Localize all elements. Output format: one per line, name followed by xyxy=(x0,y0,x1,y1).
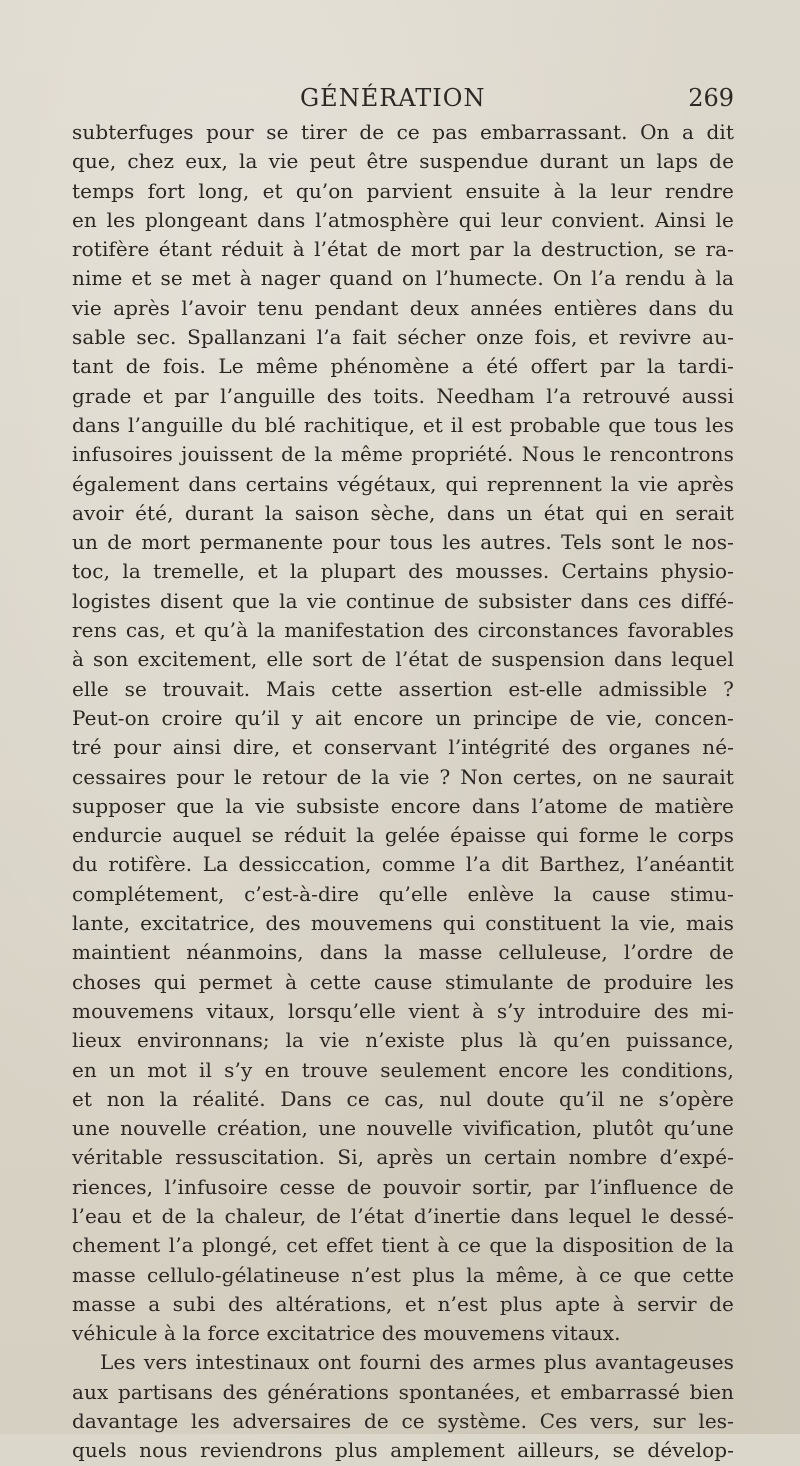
text-line: en les plongeant dans l’atmosphère qui leur convient. Ainsi le xyxy=(72,207,734,232)
text-line: Les vers intestinaux ont fourni des armes plus avantageuses xyxy=(100,1350,734,1375)
page-header xyxy=(74,84,734,114)
running-title: GÉNÉRATION xyxy=(300,84,486,112)
text-line: grade et par l’anguille des toits. Needham l’a retrouvé aussi xyxy=(72,383,734,408)
text-line: mouvemens vitaux, lorsqu’elle vient à s’y introduire des mi- xyxy=(72,998,734,1023)
text-line: masse a subi des altérations, et n’est plus apte à servir de xyxy=(72,1291,734,1316)
text-line: rotifère étant réduit à l’état de mort par la destruction, se ra- xyxy=(72,237,734,262)
text-line: tant de fois. Le même phénomène a été offert par la tardi- xyxy=(72,354,734,379)
text-line: logistes disent que la vie continue de subsister dans ces diffé- xyxy=(72,588,734,613)
text-line: infusoires jouissent de la même propriété. Nous le rencontrons xyxy=(72,442,734,467)
text-line: véritable ressuscitation. Si, après un certain nombre d’expé- xyxy=(72,1145,734,1170)
text-line: avoir été, durant la saison sèche, dans un état qui en serait xyxy=(72,500,734,525)
text-line: riences, l’infusoire cesse de pouvoir sortir, par l’influence de xyxy=(72,1174,734,1199)
text-line: dans l’anguille du blé rachitique, et il est probable que tous les xyxy=(72,412,734,437)
text-line: subterfuges pour se tirer de ce pas embarrassant. On a dit xyxy=(72,120,734,144)
text-line: quels nous reviendrons plus amplement ailleurs, se dévelop- xyxy=(72,1438,734,1463)
text-line: lante, excitatrice, des mouvemens qui constituent la vie, mais xyxy=(72,911,734,936)
text-line: cessaires pour le retour de la vie ? Non certes, on ne saurait xyxy=(72,764,734,789)
text-line: complétement, c’est-à-dire qu’elle enlève la cause stimu- xyxy=(72,881,734,906)
text-line: chement l’a plongé, cet effet tient à ce que la disposition de la xyxy=(72,1233,734,1258)
text-line: une nouvelle création, une nouvelle vivification, plutôt qu’une xyxy=(72,1116,734,1141)
text-line: lieux environnans; la vie n’existe plus là qu’en puissance, xyxy=(72,1028,734,1053)
text-line: nime et se met à nager quand on l’humecte. On l’a rendu à la xyxy=(72,266,734,291)
text-line: Peut-on croire qu’il y ait encore un principe de vie, concen- xyxy=(72,705,734,730)
text-line: choses qui permet à cette cause stimulante de produire les xyxy=(72,969,734,994)
text-line: vie après l’avoir tenu pendant deux années entières dans du xyxy=(72,295,734,320)
text-line: maintient néanmoins, dans la masse celluleuse, l’ordre de xyxy=(72,940,734,965)
text-line: véhicule à la force excitatrice des mouvemens vitaux. xyxy=(72,1321,621,1346)
text-line: que, chez eux, la vie peut être suspendue durant un laps de xyxy=(72,149,734,174)
text-line: un de mort permanente pour tous les autres. Tels sont le nos- xyxy=(72,530,734,555)
text-line: tré pour ainsi dire, et conservant l’intégrité des organes né- xyxy=(72,735,734,760)
text-line: supposer que la vie subsiste encore dans l’atome de matière xyxy=(72,793,734,818)
text-line: également dans certains végétaux, qui reprennent la vie après xyxy=(72,471,734,496)
text-line: du rotifère. La dessiccation, comme l’a dit Barthez, l’anéantit xyxy=(72,852,734,877)
text-line: sable sec. Spallanzani l’a fait sécher onze fois, et revivre au- xyxy=(72,325,734,350)
text-line: elle se trouvait. Mais cette assertion est-elle admissible ? xyxy=(72,676,734,701)
text-line: endurcie auquel se réduit la gelée épaisse qui forme le corps xyxy=(72,823,734,848)
text-line: temps fort long, et qu’on parvient ensuite à la leur rendre xyxy=(72,178,734,203)
text-line: aux partisans des générations spontanées, et embarrassé bien xyxy=(72,1379,734,1404)
text-line: l’eau et de la chaleur, de l’état d’inertie dans lequel le dessé- xyxy=(72,1203,734,1228)
text-line: toc, la tremelle, et la plupart des mousses. Certains physio- xyxy=(72,559,734,584)
text-line: masse cellulo-gélatineuse n’est plus la même, à ce que cette xyxy=(72,1262,734,1287)
text-line: rens cas, et qu’à la manifestation des circonstances favorables xyxy=(72,618,734,643)
body-text xyxy=(72,118,734,1466)
text-line: en un mot il s’y en trouve seulement encore les conditions, xyxy=(72,1057,734,1082)
text-line: davantage les adversaires de ce système. Ces vers, sur les- xyxy=(72,1409,734,1434)
text-line: à son excitement, elle sort de l’état de suspension dans lequel xyxy=(72,647,734,672)
text-line: et non la réalité. Dans ce cas, nul doute qu’il ne s’opère xyxy=(72,1086,734,1111)
page-number: 269 xyxy=(688,84,734,112)
